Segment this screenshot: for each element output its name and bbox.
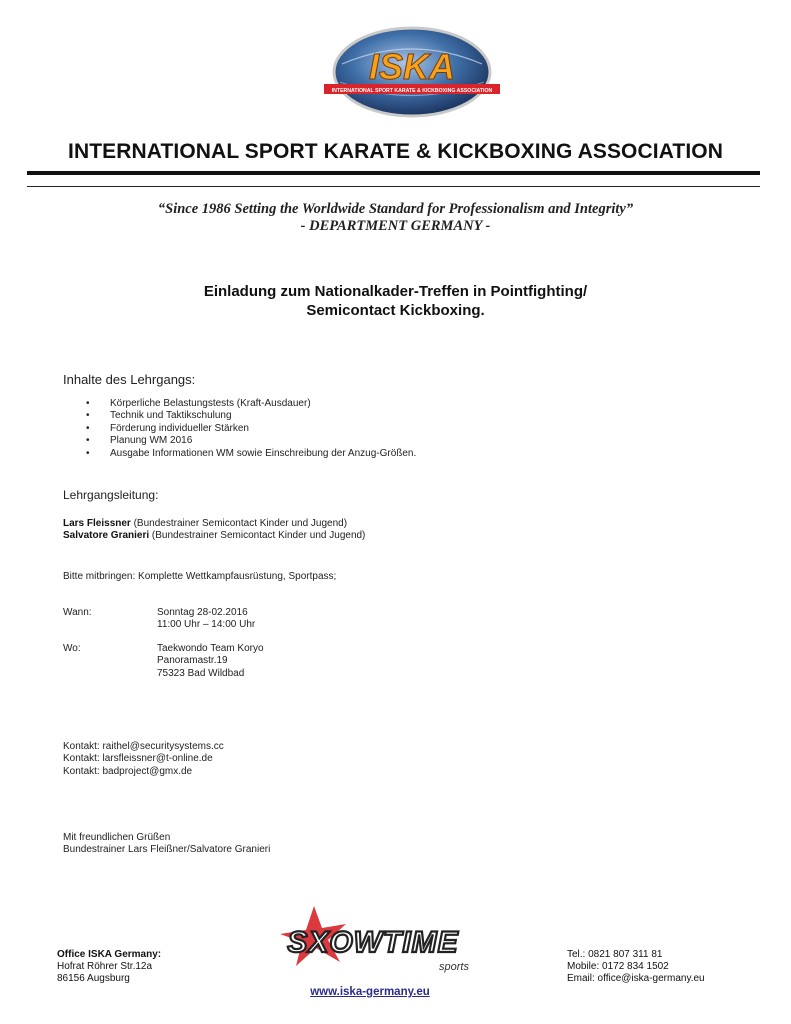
list-item-text: Ausgabe Informationen WM sowie Einschreibung der Anzug-Größen. — [110, 447, 417, 459]
venue-city: 75323 Bad Wildbad — [157, 667, 245, 679]
bullet-icon: • — [86, 422, 90, 434]
list-item — [86, 435, 416, 447]
list-item-text: Körperliche Belastungstests (Kraft-Ausdauer) — [110, 398, 311, 409]
bring-along-note: Bitte mitbringen: Komplette Wettkampfausrüstung, Sportpass; — [63, 571, 337, 582]
event-date: Sonntag 28-02.2016 — [157, 607, 248, 618]
header-divider-thick — [27, 171, 760, 175]
bullet-icon: • — [86, 447, 90, 459]
mobile-number: Mobile: 0172 834 1502 — [567, 961, 669, 972]
list-item — [86, 398, 416, 410]
when-label: Wann: — [63, 607, 92, 618]
closing-signature — [63, 832, 270, 857]
sponsor-logo-text: SXOWTIME — [287, 926, 459, 959]
department-line: - DEPARTMENT GERMANY - — [300, 218, 491, 234]
list-item-text: Planung WM 2016 — [110, 435, 193, 447]
office-street: Hofrat Röhrer Str.12a — [57, 961, 153, 972]
contact-line: Kontakt: raithel@securitysystems.cc — [63, 741, 224, 752]
closing-signatory: Bundestrainer Lars Fleißner/Salvatore Granieri — [63, 844, 271, 856]
contact-list — [63, 741, 224, 778]
contact-line: Kontakt: larsfleissner@t-online.de — [63, 753, 213, 765]
course-contents-list — [86, 398, 416, 460]
logo-text: ISKA — [368, 46, 456, 87]
course-leaders-label: Lehrgangsleitung: — [63, 488, 159, 502]
bullet-icon: • — [86, 398, 90, 409]
leader-role: (Bundestrainer Semicontact Kinder und Jugend) — [130, 518, 348, 529]
contact-details — [567, 949, 705, 985]
leader-role: (Bundestrainer Semicontact Kinder und Jugend) — [149, 530, 366, 542]
list-item — [86, 423, 416, 435]
course-contents-label: Inhalte des Lehrgangs: — [63, 372, 196, 387]
invitation-heading — [0, 282, 791, 320]
leader-name: Lars Fleissner — [63, 518, 131, 529]
sponsor-logo-subtext: sports — [439, 961, 469, 973]
venue-name: Taekwondo Team Koryo — [157, 643, 264, 654]
leader-row — [63, 530, 365, 542]
where-label: Wo: — [63, 643, 81, 654]
list-item-text: Förderung individueller Stärken — [110, 422, 249, 434]
list-item — [86, 448, 416, 460]
leader-name: Salvatore Granieri — [63, 530, 150, 542]
logo-subtitle: INTERNATIONAL SPORT KARATE & KICKBOXING ASSOCIATION — [331, 88, 493, 94]
website-link[interactable]: www.iska-germany.eu — [310, 986, 430, 998]
closing-greeting: Mit freundlichen Grüßen — [63, 832, 171, 843]
motto-line: “Since 1986 Setting the Worldwide Standard for Professionalism and Integrity” — [157, 201, 634, 217]
sponsor-logo — [254, 904, 492, 976]
phone-number: Tel.: 0821 807 311 81 — [567, 949, 663, 960]
header-divider-thin — [27, 186, 760, 187]
office-city: 86156 Augsburg — [57, 973, 130, 984]
event-time: 11:00 Uhr – 14:00 Uhr — [157, 619, 256, 631]
office-title: Office ISKA Germany: — [57, 949, 162, 960]
page-title: INTERNATIONAL SPORT KARATE & KICKBOXING ASSOCIATION — [68, 140, 723, 163]
email-address: Email: office@iska-germany.eu — [567, 973, 705, 984]
course-leaders — [63, 518, 365, 543]
when-value — [157, 607, 255, 632]
heading-line-1: Einladung zum Nationalkader-Treffen in Pointfighting/ — [203, 283, 588, 300]
heading-line-2: Semicontact Kickboxing. — [306, 302, 485, 319]
where-value — [157, 643, 264, 680]
leader-row — [63, 518, 365, 530]
list-item — [86, 410, 416, 422]
bullet-icon: • — [86, 410, 90, 422]
iska-logo — [322, 24, 502, 124]
motto — [0, 201, 791, 235]
bullet-icon: • — [86, 435, 90, 447]
office-address — [57, 949, 161, 985]
contact-line: Kontakt: badproject@gmx.de — [63, 765, 193, 777]
list-item-text: Technik und Taktikschulung — [110, 410, 232, 422]
venue-street: Panoramastr.19 — [157, 655, 228, 667]
